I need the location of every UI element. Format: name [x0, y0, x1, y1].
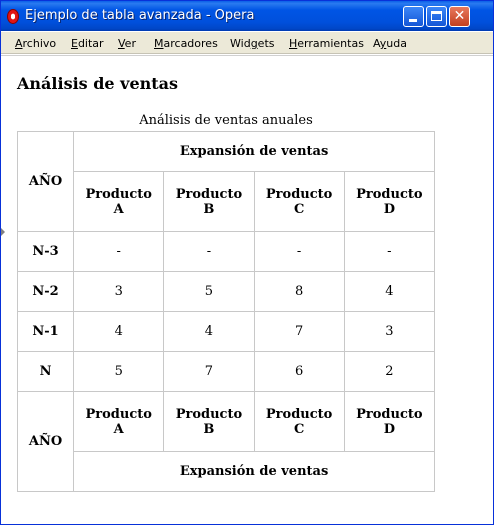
opera-logo-icon	[7, 9, 19, 24]
maximize-button[interactable]	[426, 6, 447, 27]
table-cell: 7	[164, 352, 254, 392]
sales-table	[17, 131, 435, 492]
table-cell: -	[344, 232, 434, 272]
table-cell: -	[74, 232, 164, 272]
product-footer: Producto C	[254, 392, 344, 452]
table-cell: 2	[344, 352, 434, 392]
year-cell: N-3	[18, 232, 74, 272]
title-bar[interactable]	[1, 1, 493, 31]
table-row	[18, 352, 435, 392]
group-footer: Expansión de ventas	[74, 452, 435, 492]
table-cell: -	[164, 232, 254, 272]
table-row	[18, 272, 435, 312]
table-cell: 8	[254, 272, 344, 312]
year-cell: N-1	[18, 312, 74, 352]
table-cell: 3	[74, 272, 164, 312]
page-title: Análisis de ventas	[17, 74, 179, 93]
product-header: Producto C	[254, 172, 344, 232]
menu-ayuda[interactable]: Ayuda	[373, 37, 407, 50]
table-cell: 4	[344, 272, 434, 312]
menu-editar[interactable]: Editar	[71, 37, 104, 50]
table-cell: 4	[74, 312, 164, 352]
table-cell: 7	[254, 312, 344, 352]
product-header: Producto B	[164, 172, 254, 232]
product-footer: Producto B	[164, 392, 254, 452]
product-header: Producto A	[74, 172, 164, 232]
maximize-icon	[431, 11, 442, 21]
panel-toggle-icon[interactable]	[1, 228, 5, 236]
table-cell: 5	[164, 272, 254, 312]
menu-herramientas[interactable]: Herramientas	[289, 37, 364, 50]
menu-marcadores[interactable]: Marcadores	[154, 37, 218, 50]
table-caption: Análisis de ventas anuales	[139, 113, 313, 128]
year-cell: N	[18, 352, 74, 392]
product-header: Producto D	[344, 172, 434, 232]
table-cell: -	[254, 232, 344, 272]
window-title: Ejemplo de tabla avanzada - Opera	[25, 8, 255, 23]
menu-ver[interactable]: Ver	[118, 37, 136, 50]
group-footer-row	[18, 452, 435, 492]
table-cell: 6	[254, 352, 344, 392]
page-content	[1, 55, 493, 524]
year-header: AÑO	[18, 132, 74, 232]
minimize-button[interactable]	[403, 6, 424, 27]
product-footer: Producto D	[344, 392, 434, 452]
table-cell: 5	[74, 352, 164, 392]
table-cell: 4	[164, 312, 254, 352]
table-cell: 3	[344, 312, 434, 352]
close-button[interactable]	[449, 6, 470, 27]
close-icon: ✕	[453, 8, 466, 24]
table-header-row	[18, 132, 435, 172]
menu-widgets[interactable]: Widgets	[230, 37, 275, 50]
product-header-row	[18, 172, 435, 232]
group-header: Expansión de ventas	[74, 132, 435, 172]
menu-bar	[1, 32, 493, 54]
table-row	[18, 312, 435, 352]
year-cell: N-2	[18, 272, 74, 312]
menu-archivo[interactable]: Archivo	[15, 37, 57, 50]
product-footer: Producto A	[74, 392, 164, 452]
product-footer-row	[18, 392, 435, 452]
minimize-icon	[409, 19, 417, 22]
year-footer: AÑO	[18, 392, 74, 492]
table-row	[18, 232, 435, 272]
